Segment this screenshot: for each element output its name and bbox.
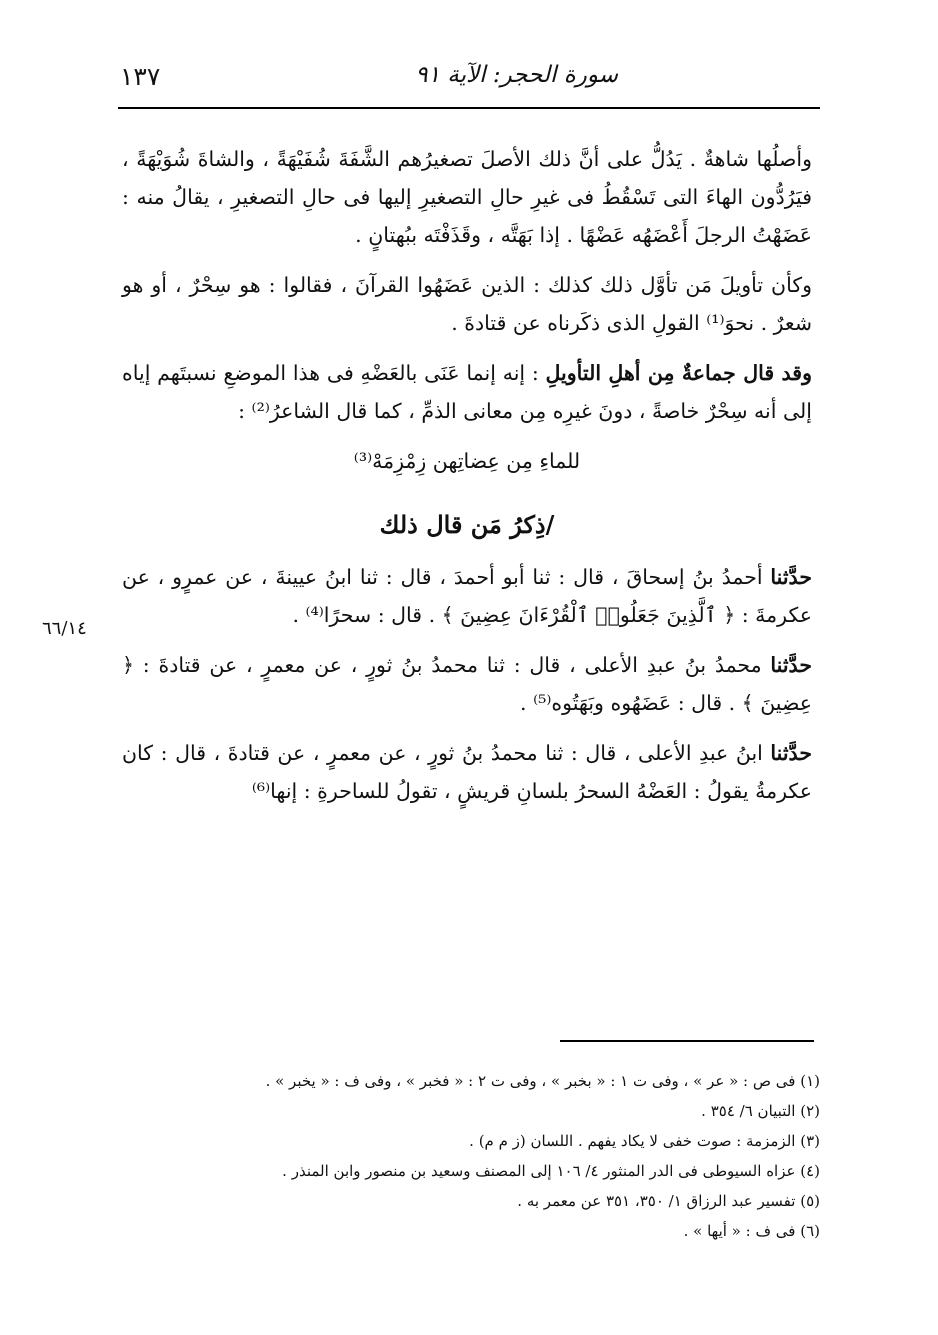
- section-heading: /ذِكرُ مَن قال ذلك: [379, 510, 555, 539]
- narration-lead: حدَّثنا: [770, 653, 812, 677]
- header-title: سورة الحجر: الآية ٩١: [415, 62, 618, 88]
- running-header: [120, 60, 818, 100]
- paragraph-text: : إنه إنما عَنَى بالعَضْهِ فى هذا الموضعِ نسبتَهم إياه إلى أنه سِحْرٌ خاصةً ، دونَ غيرِه مِن معانى الذمِّ ، كما قال الشاعرُ⁽²⁾ :: [122, 361, 812, 423]
- paragraph-2: [122, 266, 812, 342]
- paragraph-1: [122, 140, 812, 254]
- footnotes: [160, 1066, 820, 1246]
- narration-1: [122, 558, 812, 634]
- footnote-2: (٢) التبيان ٦/ ٣٥٤ .: [701, 1102, 820, 1120]
- narration-text: محمدُ بنُ عبدِ الأعلى ، قال : ثنا محمدُ بنُ ثورٍ ، عن معمرٍ ، عن قتادةَ : ﴿ عِضِينَ ﴾ . قال : عَضَهُوه وبَهَتُوه⁽⁵⁾ .: [122, 653, 812, 715]
- paragraph-lead: وقد قال جماعةٌ مِن أهلِ التأويلِ: [545, 361, 812, 385]
- poetry-verse: للماءِ مِن عِضاتِهن زِمْزِمَهْ⁽³⁾: [353, 449, 581, 473]
- margin-reference: ٦٦/١٤: [42, 618, 87, 639]
- main-text: [122, 140, 812, 822]
- footnote-rule: [560, 1040, 814, 1042]
- footnote-6: (٦) فى ف : « أيها » .: [683, 1222, 820, 1240]
- paragraph-3: [122, 354, 812, 430]
- footnote-5: (٥) تفسير عبد الرزاق ١/ ٣٥٠، ٣٥١ عن معمر به .: [517, 1192, 820, 1210]
- narration-text: أحمدُ بنُ إسحاقَ ، قال : ثنا أبو أحمدَ ، قال : ثنا ابنُ عيينةَ ، عن عمرٍو ، عن عكرمةَ : ﴿ ٱلَّذِينَ جَعَلُوا۟ ٱلْقُرْءَانَ عِضِينَ ﴾ . قال : سحرًا⁽⁴⁾ .: [122, 565, 812, 627]
- page-number: ١٣٧: [120, 62, 161, 91]
- footnote-4: (٤) عزاه السيوطى فى الدر المنثور ٤/ ١٠٦ إلى المصنف وسعيد بن منصور وابن المنذر .: [282, 1162, 820, 1180]
- footnote-3: (٣) الزمزمة : صوت خفى لا يكاد يفهم . اللسان (ز م م) .: [469, 1132, 820, 1150]
- narration-2: [122, 646, 812, 722]
- paragraph-text: وكأن تأويلَ مَن تأوَّل ذلك كذلك : الذين عَضَهُوا القرآنَ ، فقالوا : هو سِحْرٌ ، أو هو شعرٌ . نحوَ⁽¹⁾ القولِ الذى ذكَرناه عن قتادةَ .: [122, 273, 812, 335]
- header-rule: [118, 107, 820, 109]
- narration-text: ابنُ عبدِ الأعلى ، قال : ثنا محمدُ بنُ ثورٍ ، عن معمرٍ ، عن قتادةَ ، قال : كان عكرمةُ يقولُ : العَضْهُ السحرُ بلسانِ قريشٍ ، تقولُ للساحرةِ : إنها⁽⁶⁾: [122, 741, 812, 803]
- paragraph-text: وأصلُها شاهةٌ . يَدُلُّ على أنَّ ذلك الأصلَ تصغيرُهم الشَّفَةَ شُفَيْهَةً ، والشاةَ شُوَيْهَةً ، فيَرُدُّون الهاءَ التى تَسْقُطُ فى غيرِ حالِ التصغيرِ إليها فى حالِ التصغيرِ ، يقالُ منه : عَضَهْتُ الرجلَ أَعْضَهُه عَضْهًا . إذا بَهَتَّه ، وقَذَفْتَه ببُهتانٍ .: [122, 147, 812, 247]
- narration-3: [122, 734, 812, 810]
- narration-lead: حدَّثنا: [770, 565, 812, 589]
- narration-lead: حدَّثنا: [770, 741, 812, 765]
- footnote-1: (١) فى ص : « عر » ، وفى ت ١ : « بخبر » ، وفى ت ٢ : « فخبر » ، وفى ف : « يخبر » .: [265, 1072, 820, 1090]
